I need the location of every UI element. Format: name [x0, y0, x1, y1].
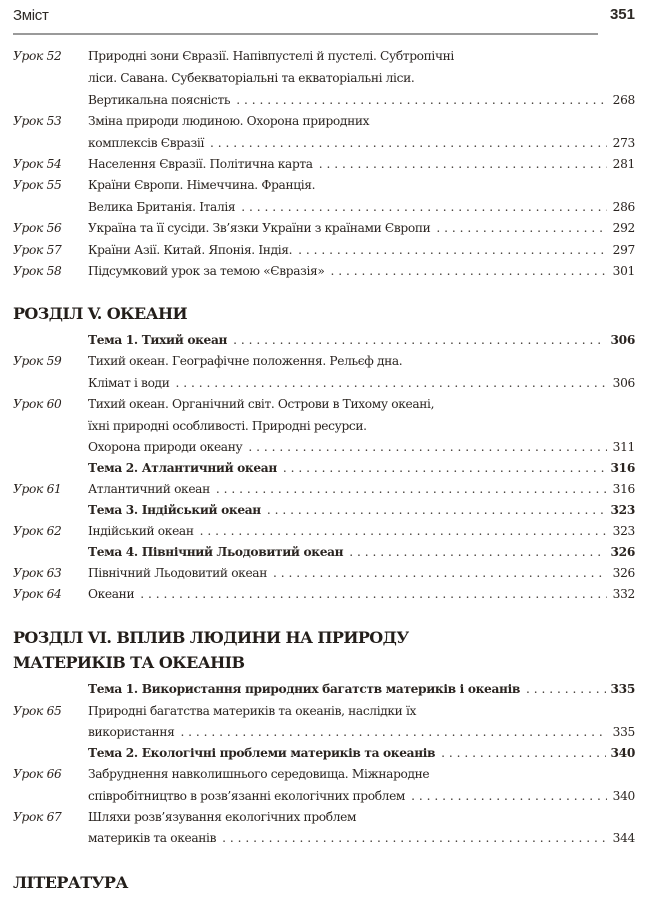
entry-page-number: 306 [610, 333, 635, 347]
entry-page-number: 292 [612, 221, 635, 235]
entry-text-line [88, 743, 635, 764]
entry-text-line [88, 679, 635, 700]
entry-text-line [88, 521, 635, 542]
lesson-number: Урок 65 [13, 704, 62, 718]
toc-lesson-row[interactable] [13, 351, 635, 372]
section-heading[interactable]: РОЗДІЛ VI. ВПЛИВ ЛЮДИНИ НА ПРИРОДУ [13, 628, 409, 647]
dot-leader [526, 679, 606, 700]
dot-leader [200, 521, 607, 542]
dot-leader [248, 437, 607, 458]
entry-text-line [88, 175, 635, 196]
lesson-number: Урок 57 [13, 243, 62, 257]
dot-leader [283, 458, 607, 479]
toc-topic-row[interactable] [13, 743, 635, 764]
entry-text-line [88, 240, 635, 261]
entry-text-line [88, 542, 635, 563]
toc-topic-row[interactable] [13, 542, 635, 563]
entry-text-line [88, 479, 635, 500]
entry-text-line [88, 197, 635, 218]
entry-page-number: 323 [610, 503, 635, 517]
dot-leader [222, 828, 607, 849]
lesson-number: Урок 55 [13, 178, 62, 192]
toc-lesson-row[interactable] [13, 175, 635, 196]
entry-text-line [88, 722, 635, 743]
entry-title: Охорона природи океану [88, 440, 243, 454]
toc-lesson-row[interactable] [13, 563, 635, 584]
entry-title: Тема 1. Тихий океан [88, 333, 228, 347]
entry-page-number: 332 [612, 587, 635, 601]
entry-title: Тема 3. Індійський океан [88, 503, 261, 517]
entry-text-line [88, 807, 635, 828]
entry-title: їхні природні особливості. Природні ресурси. [88, 419, 367, 433]
entry-title: Вертикальна поясність [88, 93, 231, 107]
toc-lesson-row[interactable] [13, 218, 635, 239]
dot-leader [236, 90, 607, 111]
entry-text-line [88, 584, 635, 605]
entry-page-number: 316 [612, 482, 635, 496]
dot-leader [175, 373, 607, 394]
entry-title: Підсумковий урок за темою «Євразія» [88, 264, 325, 278]
entry-title: Тема 4. Північний Льодовитий океан [88, 545, 344, 559]
toc-lesson-row[interactable] [13, 786, 635, 807]
toc-lesson-row[interactable] [13, 479, 635, 500]
lesson-number: Урок 59 [13, 354, 62, 368]
entry-title: Велика Британія. Італія [88, 200, 236, 214]
dot-leader [210, 133, 607, 154]
dot-leader [319, 154, 607, 175]
dot-leader [140, 584, 607, 605]
entry-text-line [88, 701, 635, 722]
dot-leader [233, 330, 606, 351]
entry-page-number: 340 [612, 789, 635, 803]
dot-leader [349, 542, 606, 563]
lesson-number: Урок 64 [13, 587, 62, 601]
toc-lesson-row[interactable] [13, 394, 635, 415]
entry-text-line [88, 437, 635, 458]
entry-page-number: 301 [612, 264, 635, 278]
entry-title: материків та океанів [88, 831, 217, 845]
entry-title: Шляхи розв’язування екологічних проблем [88, 810, 357, 824]
section-heading[interactable]: МАТЕРИКІВ ТА ОКЕАНІВ [13, 653, 245, 672]
entry-title: Океани [88, 587, 135, 601]
entry-text-line [88, 416, 635, 437]
entry-text-line [88, 351, 635, 372]
entry-title: комплексів Євразії [88, 136, 204, 150]
toc-lesson-row[interactable] [13, 133, 635, 154]
entry-page-number: 297 [612, 243, 635, 257]
entry-text-line [88, 133, 635, 154]
lesson-number: Урок 60 [13, 397, 62, 411]
toc-lesson-row[interactable] [13, 416, 635, 437]
entry-title: Тема 1. Використання природних багатств материків і океанів [88, 682, 520, 696]
entry-text-line [88, 68, 635, 89]
dot-leader [241, 197, 607, 218]
toc-lesson-row[interactable] [13, 437, 635, 458]
toc-lesson-row[interactable] [13, 240, 635, 261]
entry-page-number: 344 [612, 831, 635, 845]
section-heading[interactable]: РОЗДІЛ V. ОКЕАНИ [13, 304, 188, 323]
lesson-number: Урок 52 [13, 49, 62, 63]
toc-lesson-row[interactable] [13, 90, 635, 111]
lesson-number: Урок 62 [13, 524, 62, 538]
entry-title: Населення Євразії. Політична карта [88, 157, 313, 171]
entry-title: Північний Льодовитий океан [88, 566, 267, 580]
toc-lesson-row[interactable] [13, 261, 635, 282]
lesson-number: Урок 67 [13, 810, 62, 824]
dot-leader [330, 261, 607, 282]
entry-text-line [88, 786, 635, 807]
lesson-number: Урок 63 [13, 566, 62, 580]
entry-text-line [88, 828, 635, 849]
entry-text-line [88, 563, 635, 584]
entry-page-number: 335 [612, 725, 635, 739]
dot-leader [436, 218, 607, 239]
toc-lesson-row[interactable] [13, 154, 635, 175]
toc-lesson-row[interactable] [13, 46, 635, 67]
entry-page-number: 268 [612, 93, 635, 107]
entry-title: використання [88, 725, 175, 739]
entry-text-line [88, 764, 635, 785]
toc-lesson-row[interactable] [13, 701, 635, 722]
entry-page-number: 281 [612, 157, 635, 171]
entry-page-number: 335 [610, 682, 635, 696]
dot-leader [180, 722, 607, 743]
entry-title: Природні зони Євразії. Напівпустелі й пустелі. Субтропічні [88, 49, 454, 63]
toc-lesson-row[interactable] [13, 807, 635, 828]
entry-page-number: 326 [610, 545, 635, 559]
dot-leader [267, 500, 607, 521]
lesson-number: Урок 54 [13, 157, 62, 171]
dot-leader [298, 240, 607, 261]
lesson-number: Урок 61 [13, 482, 62, 496]
entry-page-number: 340 [610, 746, 635, 760]
entry-title: Індійський океан [88, 524, 194, 538]
toc-lesson-row[interactable] [13, 722, 635, 743]
entry-text-line [88, 500, 635, 521]
dot-leader [441, 743, 606, 764]
entry-title: ліси. Савана. Субекваторіальні та екваторіальні ліси. [88, 71, 415, 85]
entry-title: Тема 2. Екологічні проблеми материків та океанів [88, 746, 436, 760]
entry-title: Атлантичний океан [88, 482, 210, 496]
entry-title: Забруднення навколишнього середовища. Міжнародне [88, 767, 430, 781]
entry-text-line [88, 90, 635, 111]
entry-title: Тема 2. Атлантичний океан [88, 461, 277, 475]
entry-page-number: 311 [612, 440, 635, 454]
entry-text-line [88, 458, 635, 479]
running-header-title: Зміст [13, 7, 49, 24]
entry-text-line [88, 218, 635, 239]
entry-page-number: 323 [612, 524, 635, 538]
lesson-number: Урок 56 [13, 221, 62, 235]
entry-title: Тихий океан. Органічний світ. Острови в Тихому океані, [88, 397, 435, 411]
toc-topic-row[interactable] [13, 500, 635, 521]
entry-title: Країни Азії. Китай. Японія. Індія. [88, 243, 293, 257]
dot-leader [411, 786, 607, 807]
toc-topic-row[interactable] [13, 458, 635, 479]
toc-lesson-row[interactable] [13, 828, 635, 849]
toc-lesson-row[interactable] [13, 584, 635, 605]
toc-lesson-row[interactable] [13, 764, 635, 785]
lesson-number: Урок 58 [13, 264, 62, 278]
header-rule [13, 33, 598, 35]
entry-title: Клімат і води [88, 376, 170, 390]
section-heading[interactable]: ЛІТЕРАТУРА [13, 873, 128, 892]
entry-text-line [88, 394, 635, 415]
entry-page-number: 273 [612, 136, 635, 150]
entry-page-number: 316 [610, 461, 635, 475]
lesson-number: Урок 53 [13, 114, 62, 128]
entry-page-number: 306 [612, 376, 635, 390]
entry-text-line [88, 330, 635, 351]
toc-topic-row[interactable] [13, 330, 635, 351]
toc-lesson-row[interactable] [13, 197, 635, 218]
dot-leader [216, 479, 607, 500]
toc-topic-row[interactable] [13, 679, 635, 700]
entry-title: Україна та її сусіди. Зв’язки України з країнами Європи [88, 221, 431, 235]
toc-lesson-row[interactable] [13, 111, 635, 132]
entry-title: співробітництво в розв’язанні екологічних проблем [88, 789, 406, 803]
entry-text-line [88, 373, 635, 394]
entry-text-line [88, 111, 635, 132]
page-header [13, 4, 635, 34]
dot-leader [273, 563, 607, 584]
entry-title: Зміна природи людиною. Охорона природних [88, 114, 370, 128]
entry-title: Природні багатства материків та океанів, наслідки їх [88, 704, 417, 718]
entry-text-line [88, 154, 635, 175]
entry-title: Країни Європи. Німеччина. Франція. [88, 178, 316, 192]
entry-title: Тихий океан. Географічне положення. Рельєф дна. [88, 354, 403, 368]
toc-lesson-row[interactable] [13, 521, 635, 542]
toc-lesson-row[interactable] [13, 373, 635, 394]
toc-lesson-row[interactable] [13, 68, 635, 89]
lesson-number: Урок 66 [13, 767, 62, 781]
page-number: 351 [609, 6, 635, 23]
entry-page-number: 326 [612, 566, 635, 580]
entry-text-line [88, 46, 635, 67]
entry-page-number: 286 [612, 200, 635, 214]
entry-text-line [88, 261, 635, 282]
